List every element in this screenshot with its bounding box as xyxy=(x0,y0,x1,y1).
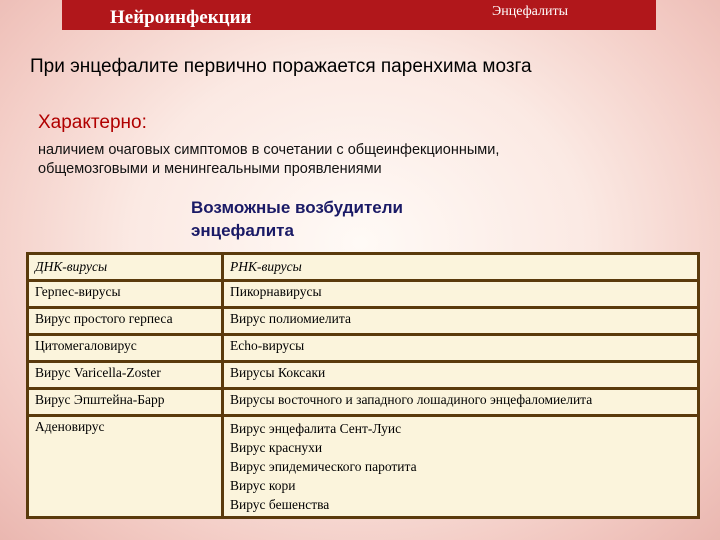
characteristic-description xyxy=(38,141,678,179)
table-cell: Вирусы восточного и западного лошадиного энцефаломиелита xyxy=(223,389,699,416)
description-line-1: наличием очаговых симптомов в сочетании с общеинфекционными, xyxy=(38,142,500,158)
pathogens-heading-line-1: Возможные возбудители xyxy=(191,198,403,217)
topic-title: Энцефалиты xyxy=(492,4,569,19)
header-dna-viruses: ДНК-вирусы xyxy=(28,254,223,281)
table-cell: Герпес-вирусы xyxy=(28,281,223,308)
header-bar xyxy=(62,0,656,30)
table-cell: Вирусы Коксаки xyxy=(223,362,699,389)
header-rna-viruses: РНК-вирусы xyxy=(223,254,699,281)
table-row-last xyxy=(28,416,699,518)
table-cell: Цитомегаловирус xyxy=(28,335,223,362)
pathogens-heading xyxy=(191,196,403,242)
page-title: При энцефалите первично поражается паренхима мозга xyxy=(30,56,532,77)
virus-item: Вирус эпидемического паротита xyxy=(230,459,417,474)
table-row xyxy=(28,362,699,389)
table-cell: Вирус Varicella-Zoster xyxy=(28,362,223,389)
pathogens-heading-line-2: энцефалита xyxy=(191,221,294,240)
table-cell: Пикорнавирусы xyxy=(223,281,699,308)
virus-item: Вирус кори xyxy=(230,478,296,493)
section-title: Нейроинфекции xyxy=(110,7,252,28)
table-row xyxy=(28,335,699,362)
virus-item: Вирус энцефалита Сент-Луис xyxy=(230,421,402,436)
table-row xyxy=(28,389,699,416)
table-cell: Вирус Эпштейна-Барр xyxy=(28,389,223,416)
table-cell: Вирус полиомиелита xyxy=(223,308,699,335)
characteristic-heading: Характерно: xyxy=(38,112,147,133)
table-row xyxy=(28,308,699,335)
table-cell: Аденовирус xyxy=(28,416,223,518)
table-row xyxy=(28,281,699,308)
virus-item: Вирус краснухи xyxy=(230,440,323,455)
table-cell: Echo-вирусы xyxy=(223,335,699,362)
description-line-2: общемозговыми и менингеальными проявлениями xyxy=(38,161,382,177)
table-header-row xyxy=(28,254,699,281)
pathogens-table xyxy=(26,252,700,519)
table-cell-multiline xyxy=(223,416,699,518)
virus-item: Вирус бешенства xyxy=(230,497,330,512)
table-cell: Вирус простого герпеса xyxy=(28,308,223,335)
